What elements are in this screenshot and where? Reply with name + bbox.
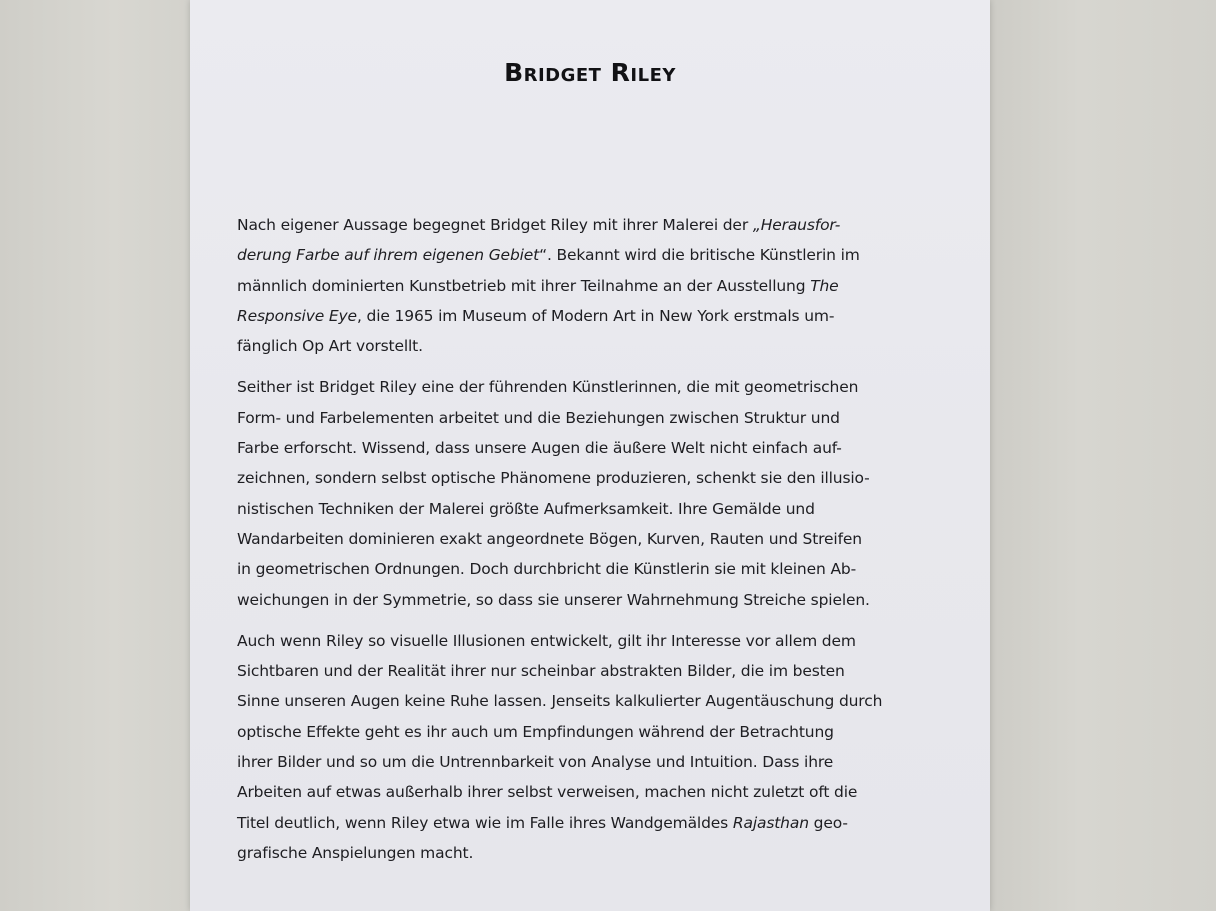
text-line: [237, 494, 947, 524]
text-run: Sinne unseren Augen keine Ruhe lassen. Jenseits kalkulierter Augentäuschung durch: [237, 692, 883, 711]
text-line: [237, 717, 947, 747]
italic-text-run: „Herausfor-: [752, 216, 841, 234]
text-run: weichungen in der Symmetrie, so dass sie unserer Wahrnehmung Streiche spielen.: [237, 590, 870, 609]
paragraph: [237, 372, 947, 614]
text-run: männlich dominierten Kunstbetrieb mit ihrer Teilnahme an der Ausstellung: [237, 276, 811, 295]
text-line: [237, 747, 947, 777]
text-line: [237, 656, 947, 686]
text-line: [237, 777, 947, 807]
text-line: [237, 433, 947, 463]
text-run: Titel deutlich, wenn Riley etwa wie im Falle ihres Wandgemäldes: [237, 813, 733, 832]
text-run: Farbe erforscht. Wissend, dass unsere Augen die äußere Welt nicht einfach auf-: [237, 439, 842, 458]
paragraph: [237, 210, 947, 361]
panel-title: Bridget Riley: [504, 58, 676, 87]
text-run: Form- und Farbelementen arbeitet und die Beziehungen zwischen Struktur und: [237, 408, 840, 427]
text-run: in geometrischen Ordnungen. Doch durchbricht die Künstlerin sie mit kleinen Ab-: [237, 560, 857, 579]
text-panel: [190, 0, 990, 911]
body-text: [237, 210, 947, 879]
text-run: ihrer Bilder und so um die Untrennbarkeit von Analyse und Intuition. Dass ihre: [237, 753, 834, 772]
italic-text-run: Responsive Eye: [237, 306, 357, 325]
text-run: nistischen Techniken der Malerei größte Aufmerksamkeit. Ihre Gemälde und: [237, 499, 815, 518]
italic-text-run: Rajasthan: [732, 813, 809, 832]
text-line: [237, 301, 947, 331]
text-run: Wandarbeiten dominieren exakt angeordnete Bögen, Kurven, Rauten und Streifen: [237, 529, 862, 548]
text-line: [237, 554, 947, 584]
text-line: [237, 838, 947, 868]
text-line: [237, 808, 947, 838]
italic-text-run: The: [810, 276, 839, 295]
text-run: geo-: [808, 813, 848, 832]
text-run: grafische Anspielungen macht.: [237, 843, 474, 862]
text-line: [237, 372, 947, 402]
text-line: [237, 524, 947, 554]
text-line: [237, 210, 947, 240]
text-line: [237, 585, 947, 615]
paragraph: [237, 626, 947, 868]
text-run: fänglich Op Art vorstellt.: [237, 337, 423, 356]
text-line: [237, 686, 947, 716]
text-run: Arbeiten auf etwas außerhalb ihrer selbst verweisen, machen nicht zuletzt oft die: [237, 783, 858, 802]
text-line: [237, 626, 947, 656]
text-run: “. Bekannt wird die britische Künstlerin im: [539, 246, 860, 265]
text-line: [237, 331, 947, 361]
text-run: zeichnen, sondern selbst optische Phänomene produzieren, schenkt sie den illusio-: [237, 469, 870, 488]
text-run: optische Effekte geht es ihr auch um Empfindungen während der Betrachtung: [237, 722, 834, 741]
text-line: [237, 271, 947, 301]
wall-right: [990, 0, 1216, 911]
text-run: Sichtbaren und der Realität ihrer nur scheinbar abstrakten Bilder, die im besten: [237, 662, 845, 681]
wall-left: [0, 0, 190, 911]
text-line: [237, 463, 947, 493]
text-run: , die 1965 im Museum of Modern Art in New York erstmals um-: [356, 306, 835, 325]
italic-text-run: derung Farbe auf ihrem eigenen Gebiet: [237, 246, 540, 265]
text-line: [237, 240, 947, 270]
text-run: Auch wenn Riley so visuelle Illusionen entwickelt, gilt ihr Interesse vor allem dem: [237, 631, 856, 650]
text-run: Seither ist Bridget Riley eine der führenden Künstlerinnen, die mit geometrischen: [237, 378, 859, 397]
text-run: Nach eigener Aussage begegnet Bridget Riley mit ihrer Malerei der: [237, 216, 753, 234]
text-line: [237, 403, 947, 433]
